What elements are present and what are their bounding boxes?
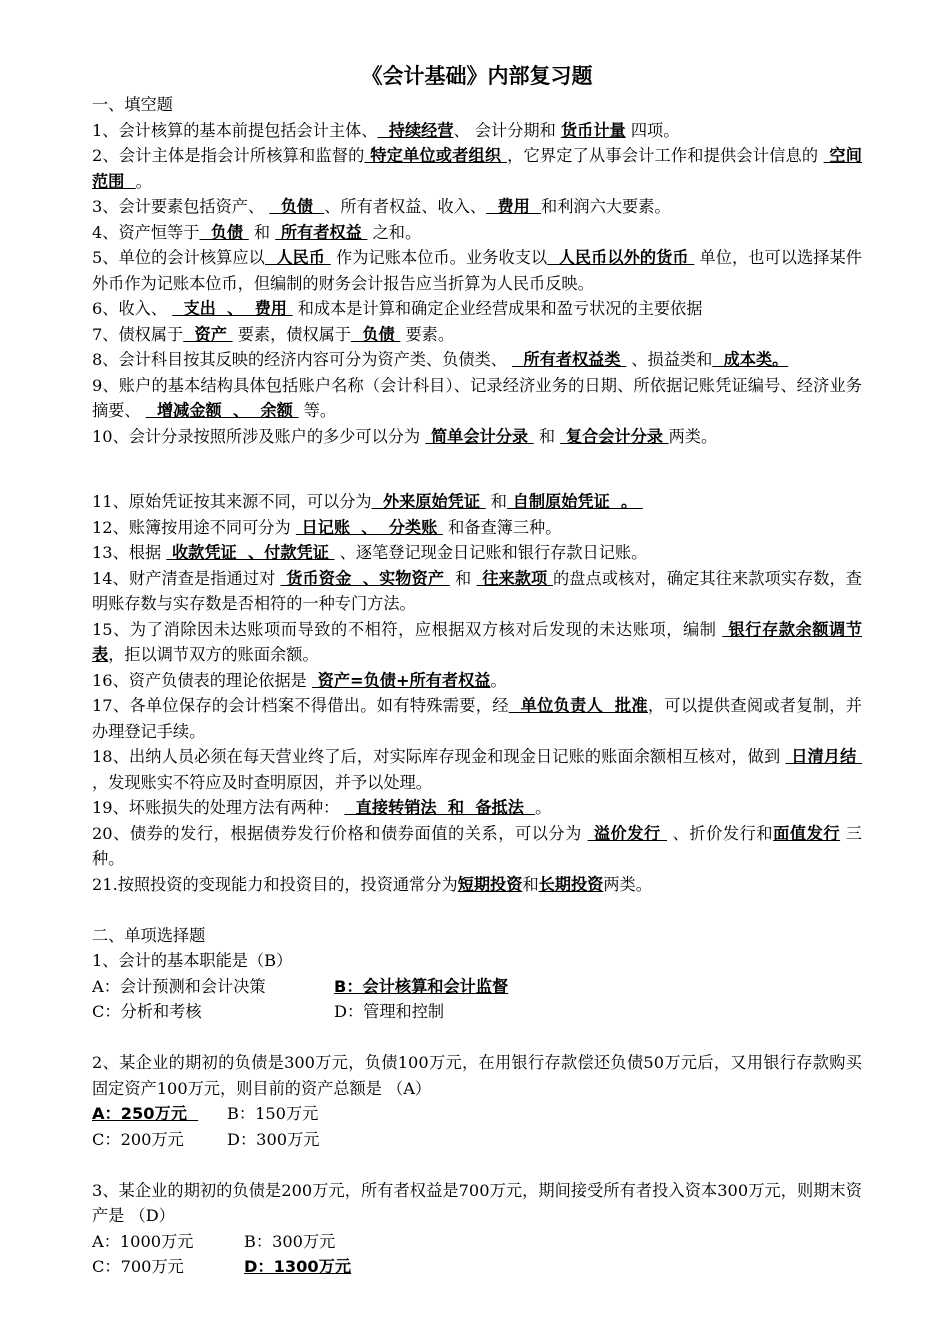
- question-text: 15、为了消除因未达账项而导致的不相符，应根据双方核对后发现的未达账项，编制: [92, 619, 723, 639]
- question-text: 3、会计要素包括资产、: [92, 197, 270, 216]
- question-text: ，发现账实不符应及时查明原因，并予以处理。: [92, 772, 432, 792]
- question-text: 四项。: [625, 120, 680, 140]
- question-text: 6、收入、: [92, 299, 173, 318]
- answer-blank: 资产=负债+所有者权益: [312, 670, 491, 690]
- question-text: 16、资产负债表的理论依据是: [92, 670, 312, 690]
- choice-question-1: [92, 948, 862, 1025]
- question-text: 和: [533, 426, 561, 446]
- fill-question-18: [92, 744, 862, 795]
- question-stem: 1、会计的基本职能是（B）: [92, 951, 293, 970]
- fill-in-questions: [92, 118, 862, 898]
- option-b-answer: B：会计核算和会计监督: [334, 976, 509, 996]
- fill-question-12: [92, 515, 862, 541]
- document-page: [92, 60, 862, 1280]
- question-text: ，拒以调节双方的账面余额。: [108, 645, 319, 664]
- answer-blank: 外来原始凭证: [371, 492, 486, 511]
- option-d: D：管理和控制: [334, 1002, 445, 1021]
- question-text: 、损益类和: [626, 350, 713, 369]
- fill-question-15: [92, 617, 862, 668]
- fill-question-6: [92, 296, 862, 322]
- question-text: 18、出纳人员必须在每天营业终了后，对实际库存现金和现金日记账的账面余额相互核对，做到: [92, 747, 786, 766]
- question-stem: 2、某企业的期初的负债是300万元，负债100万元，在用银行存款偿还负债50万元后，又用银行存款购买固定资产100万元，则目前的资产总额是 （A）: [92, 1053, 862, 1098]
- option-a: A：会计预测和会计决策: [92, 976, 266, 996]
- answer-blank: 货币计量: [560, 120, 626, 140]
- answer-blank: 空间范围: [92, 146, 862, 191]
- answer-blank: 负债: [351, 324, 401, 344]
- question-text: 、 会计分期和: [453, 120, 561, 140]
- question-text: 8、会计科目按其反映的经济内容可分为资产类、负债类、: [92, 350, 513, 369]
- fill-question-2: [92, 143, 862, 194]
- question-text: 的盘点或核对，确定其往来款项实存数，查明账存数与实存数是否相符的一种专门方法。: [92, 568, 862, 613]
- answer-blank: 直接转销法 和 备抵法: [344, 798, 536, 817]
- question-text: 10、会计分录按照所涉及账户的多少可以分为: [92, 426, 426, 446]
- section-heading-choice: 二、单项选择题: [92, 925, 206, 945]
- question-stem: 3、某企业的期初的负债是200万元，所有者权益是700万元，期间接受所有者投入资本300万元，则期末资产是 （D）: [92, 1180, 862, 1225]
- answer-blank: 成本类。: [712, 350, 789, 369]
- answer-blank: 简单会计分录: [425, 426, 534, 446]
- answer-blank: 特定单位或者组织: [364, 146, 508, 165]
- question-text: 和: [449, 568, 477, 588]
- question-text: 作为记账本位币。业务收支以: [330, 248, 548, 267]
- question-text: 9、账户的基本结构具体包括账户名称（会计科目）、记录经济业务的日期、所依据记账凭证编号、经济业务摘要、: [92, 375, 862, 420]
- answer-blank: 溢价发行: [587, 823, 667, 843]
- question-text: 5、单位的会计核算应以: [92, 248, 265, 267]
- question-text: 要素。: [400, 324, 455, 344]
- question-text: 三种。: [92, 823, 862, 868]
- section-heading-fill: 一、填空题: [92, 95, 173, 114]
- fill-question-9: [92, 373, 862, 424]
- option-b: B：300万元: [244, 1231, 336, 1251]
- fill-question-21: [92, 872, 862, 898]
- fill-question-11: [92, 489, 862, 515]
- question-text: 14、财产清查是指通过对: [92, 568, 281, 588]
- answer-blank: 银行存款余额调节表: [92, 619, 863, 664]
- fill-question-7: [92, 322, 862, 348]
- fill-question-19: [92, 795, 862, 821]
- document-title: 《会计基础》内部复习题: [361, 64, 593, 88]
- option-d: D：300万元: [227, 1129, 320, 1149]
- fill-question-3: [92, 194, 862, 220]
- question-text: 1、会计核算的基本前提包括会计主体、: [92, 120, 378, 140]
- fill-question-20: [92, 821, 862, 872]
- question-text: 单位，也可以选择某件外币作为记账本位币，但编制的财务会计报告应当折算为人民币反映。: [92, 248, 862, 293]
- answer-blank: 费用: [486, 197, 542, 216]
- fill-question-4: [92, 220, 862, 246]
- question-text: 和成本是计算和确定企业经营成果和盈亏状况的主要依据: [292, 299, 703, 318]
- fill-question-1: [92, 118, 862, 144]
- choice-question-2: [92, 1050, 862, 1152]
- question-text: 2、会计主体是指会计所核算和监督的: [92, 146, 365, 165]
- question-text: 和备查簿三种。: [442, 517, 562, 537]
- question-text: 要素，债权属于: [232, 324, 352, 344]
- answer-blank: 日记账 、 分类账: [295, 517, 443, 537]
- answer-blank: 面值发行: [773, 823, 841, 843]
- question-text: 。: [490, 670, 507, 690]
- question-text: 。: [135, 171, 152, 191]
- question-text: 。: [535, 798, 552, 817]
- question-text: 19、坏账损失的处理方法有两种：: [92, 798, 345, 817]
- option-c: C：200万元: [92, 1129, 184, 1149]
- answer-blank: 资产: [183, 324, 233, 344]
- question-text: 21.按照投资的变现能力和投资目的，投资通常分为: [92, 874, 458, 894]
- answer-blank: 收款凭证 、付款凭证: [166, 543, 335, 562]
- question-text: ，可以提供查阅或者复制，并办理登记手续。: [92, 696, 862, 741]
- answer-blank: 所有者权益: [275, 222, 368, 242]
- question-text: 和: [522, 874, 539, 894]
- question-text: 17、各单位保存的会计档案不得借出。如有特殊需要，经: [92, 696, 509, 715]
- question-text: 和利润六大要素。: [541, 197, 671, 216]
- option-d-answer: D：1300万元: [244, 1257, 352, 1276]
- answer-blank: 支出 、 费用: [172, 299, 293, 318]
- option-a-answer: A：250万元: [92, 1104, 199, 1123]
- question-text: 、所有者权益、收入、: [324, 197, 487, 216]
- question-text: 4、资产恒等于: [92, 222, 200, 242]
- question-text: 7、债权属于: [92, 324, 184, 344]
- answer-blank: 往来款项: [476, 568, 554, 588]
- question-text: 等。: [298, 401, 337, 420]
- option-c: C：分析和考核: [92, 1002, 202, 1021]
- question-text: 20、债券的发行，根据债券发行价格和债券面值的关系，可以分为: [92, 823, 588, 843]
- question-text: 两类。: [668, 426, 718, 446]
- fill-question-10: [92, 424, 862, 450]
- question-text: 两类。: [603, 874, 652, 894]
- choice-question-3: [92, 1178, 862, 1280]
- answer-blank: 负债: [269, 197, 325, 216]
- question-text: 、逐笔登记现金日记账和银行存款日记账。: [334, 543, 648, 562]
- answer-blank: 自制原始凭证 。: [507, 492, 643, 511]
- fill-question-8: [92, 347, 862, 373]
- question-text: ，它界定了从事会计工作和提供会计信息的: [507, 146, 824, 165]
- answer-blank: 持续经营: [377, 120, 454, 140]
- fill-question-16: [92, 668, 862, 694]
- question-text: 、折价发行和: [666, 823, 774, 843]
- question-text: 之和。: [367, 222, 422, 242]
- answer-blank: 负债: [199, 222, 249, 242]
- option-c: C：700万元: [92, 1257, 184, 1276]
- answer-blank: 人民币: [264, 248, 331, 267]
- answer-blank: 增减金额 、 余额: [145, 401, 299, 420]
- answer-blank: 货币资金 、实物资产: [280, 568, 450, 588]
- answer-blank: 长期投资: [538, 874, 604, 894]
- answer-blank: 单位负责人 批准: [508, 696, 648, 715]
- answer-blank: 所有者权益类: [512, 350, 627, 369]
- answer-blank: 短期投资: [457, 874, 523, 894]
- fill-question-5: [92, 245, 862, 296]
- answer-blank: 复合会计分录: [560, 426, 669, 446]
- fill-question-13: [92, 540, 862, 566]
- option-a: A：1000万元: [92, 1231, 194, 1251]
- question-text: 13、根据: [92, 543, 167, 562]
- fill-question-14: [92, 566, 862, 617]
- question-text: 11、原始凭证按其来源不同，可以分为: [92, 492, 372, 511]
- question-text: 12、账簿按用途不同可分为: [92, 517, 296, 537]
- question-text: 和: [248, 222, 276, 242]
- answer-blank: 人民币以外的货币: [547, 248, 695, 267]
- fill-question-17: [92, 693, 862, 744]
- question-text: 和: [485, 492, 507, 511]
- answer-blank: 日清月结: [785, 747, 862, 766]
- option-b: B：150万元: [227, 1104, 319, 1123]
